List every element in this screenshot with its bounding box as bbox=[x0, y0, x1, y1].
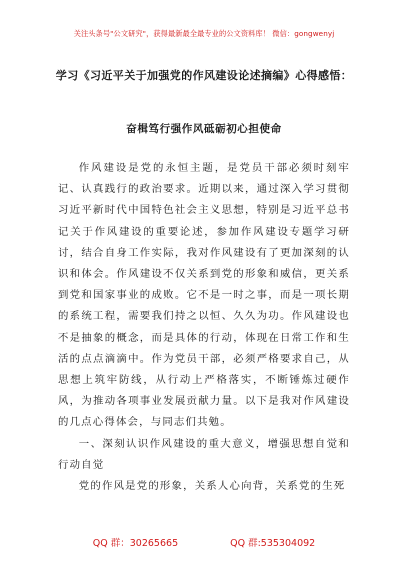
body-paragraph: 党的作风是党的形象，关系人心向背，关系党的生死 bbox=[78, 480, 346, 493]
footer-qq-group-right: QQ 群:535304092 bbox=[230, 538, 316, 549]
header-banner: 关注头条号"公文研究"，获得最新最全最专业的公文资料库！ 微信：gongwenyj bbox=[73, 29, 335, 38]
section-heading: 一、深刻认识作风建设的重大意义，增强思想自觉和行动自觉 bbox=[58, 437, 350, 471]
body-paragraph: 作风建设是党的永恒主题，是党员干部必须时刻牢记、认真践行的政治要求。近期以来，通过深入学习贯彻习近平新时代中国特色社会主义思想，特别是习近平总书记关于作风建设的重要论述，参加作风建设专题学习研讨，结合自身工作实际，我对作风建设有了更加深刻的认识和体会。作风建设不仅关系到党的形象和威信，更关系到党和国家事业的成败。它不是一时之事，而是一项长期的系统工程，需要我们持之以恒、久久为功。作风建设也不是抽象的概念，而是具体的行动，体现在日常工作和生活的点点滴滴中。作为党员干部，必须严格要求自己，从思想上筑牢防线，从行动上严格落实，不断锤炼过硬作风，为推动各项事业发展贡献力量。以下是我对作风建设的几点心得体会，与同志们共勉。 bbox=[58, 162, 350, 429]
document-body bbox=[58, 158, 350, 497]
footer-qq-group-left: QQ 群：30265665 bbox=[92, 538, 179, 549]
document-title: 学习《习近平关于加强党的作风建设论述摘编》心得感悟： bbox=[55, 69, 353, 82]
document-subtitle: 奋楫笃行强作风砥砺初心担使命 bbox=[126, 123, 282, 135]
footer-bar bbox=[0, 535, 408, 549]
